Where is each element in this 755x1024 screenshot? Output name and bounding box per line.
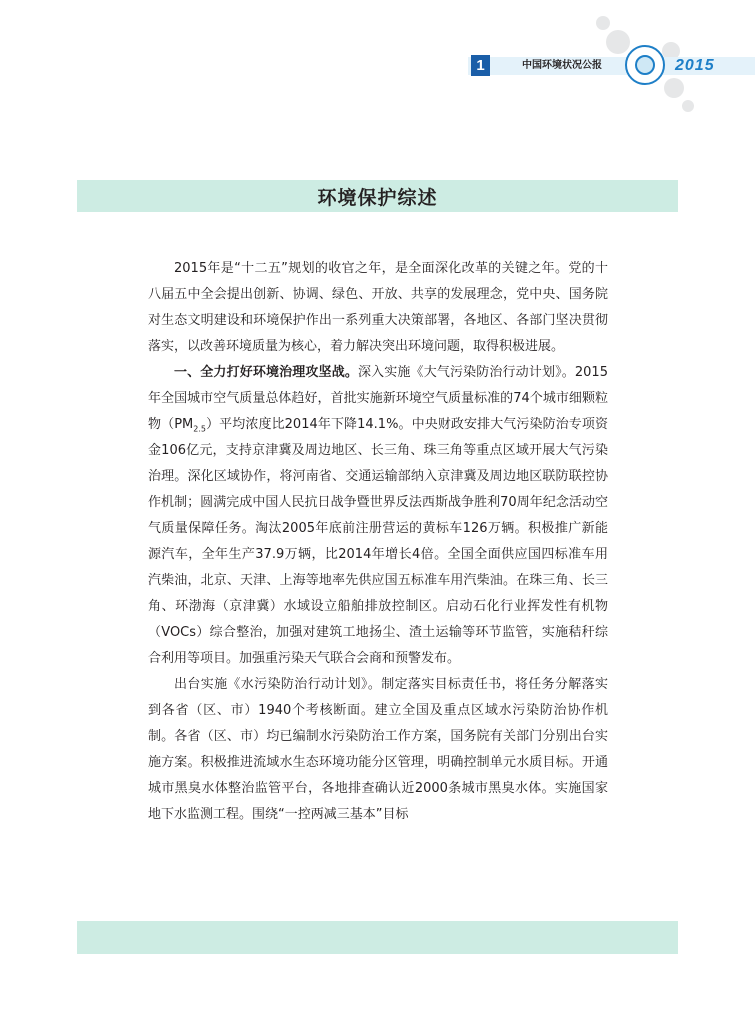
decorative-dot [606, 30, 630, 54]
paragraph-water-pollution: 出台实施《水污染防治行动计划》。制定落实目标责任书，将任务分解落实到各省（区、市）1940个考核断面。建立全国及重点区域水污染防治协作机制。各省（区、市）均已编制水污染防治工作方案，国务院有关部门分别出台实施方案。积极推进流域水生态环境功能分区管理，明确控制单元水质目标。开通城市黑臭水体整治监管平台，各地排查确认近2000条城市黑臭水体。实施国家地下水监测工程。围绕“一控两减三基本”目标 [148, 677, 608, 822]
body-text [148, 256, 608, 828]
section-title-band [77, 180, 678, 212]
pm-subscript: 2.5 [193, 424, 206, 434]
decorative-dot [682, 100, 694, 112]
decorative-dot [596, 16, 610, 30]
header-ring-inner [635, 55, 655, 75]
paragraph-text: ）平均浓度比2014年下降14.1%。中央财政安排大气污染防治专项资金106亿元，支持京津冀及周边地区、长三角、珠三角等重点区域开展大气污染治理。深化区域协作，将河南省、交通运输部纳入京津冀及周边地区联防联控协作机制；圆满完成中国人民抗日战争暨世界反法西斯战争胜利70周年纪念活动空气质量保障任务。淘汰2005年底前注册营运的黄标车126万辆。积极推广新能源汽车，全年生产37.9万辆，比2014年增长4倍。全国全面供应国四标准车用汽柴油，北京、天津、上海等地率先供应国五标准车用汽柴油。在珠三角、长三角、环渤海（京津冀）水域设立船舶排放控制区。启动石化行业挥发性有机物（VOCs）综合整治，加强对建筑工地扬尘、渣土运输等环节监管，实施秸秆综合利用等项目。加强重污染天气联合会商和预警发布。 [148, 417, 608, 666]
paragraph-air-pollution [148, 360, 608, 672]
section-title: 环境保护综述 [317, 186, 438, 209]
header-ring-icon [625, 45, 665, 85]
paragraph-lead-heading: 一、全力打好环境治理攻坚战。 [174, 365, 358, 380]
decorative-dot [664, 78, 684, 98]
footer-band [77, 921, 678, 954]
report-year: 2015 [675, 57, 715, 74]
report-title: 中国环境状况公报 [522, 60, 602, 71]
chapter-badge: 1 [471, 55, 490, 76]
paragraph-text: 深入实施《大气污染防治行动计划》。2015年全国城市空气质量总体趋好，首批实施新环境空气质量标准的74个城市细颗粒物（PM [148, 365, 608, 432]
paragraph-intro: 2015年是“十二五”规划的收官之年，是全面深化改革的关键之年。党的十八届五中全会提出创新、协调、绿色、开放、共享的发展理念，党中央、国务院对生态文明建设和环境保护作出一系列重大决策部署，各地区、各部门坚决贯彻落实，以改善环境质量为核心，着力解决突出环境问题，取得积极进展。 [148, 261, 608, 354]
